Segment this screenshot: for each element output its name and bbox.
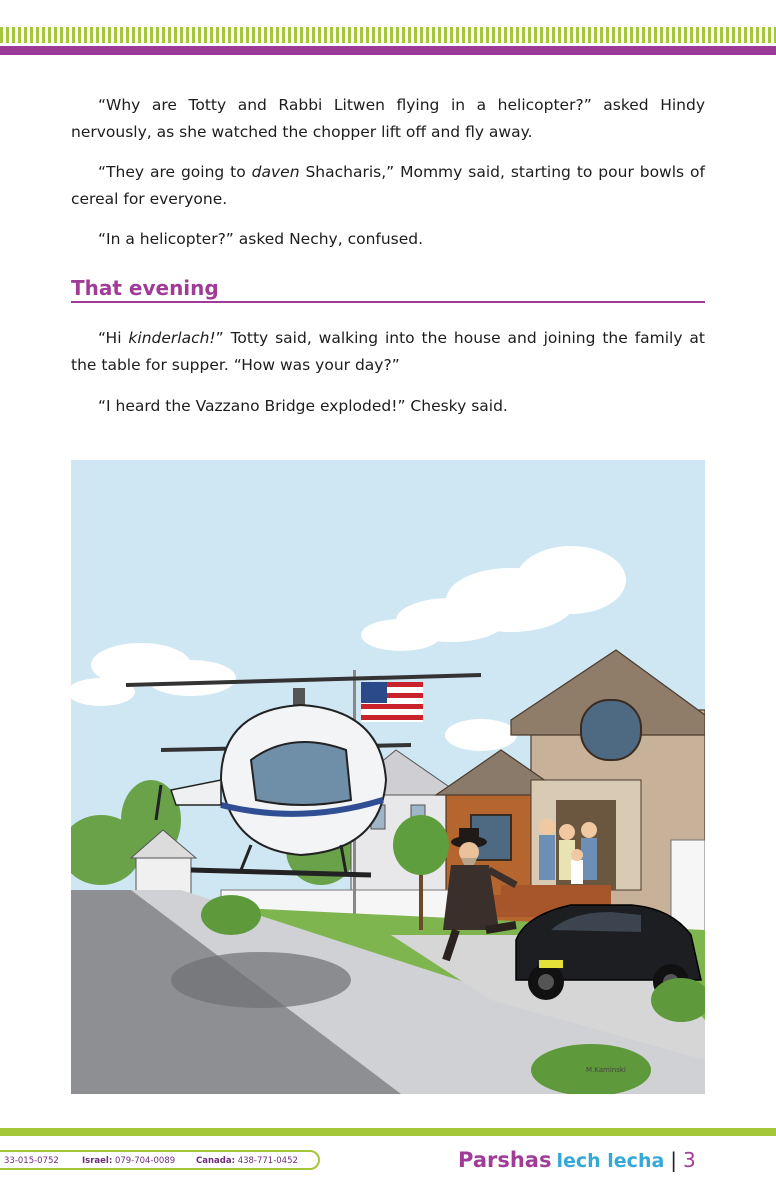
section-heading: That evening [71,276,219,300]
section-heading-rule [71,301,705,303]
paragraph-1-text: “Why are Totty and Rabbi Litwen flying in a helicopter?” asked Hindy nervously, as she watched the chopper lift off and fly away. [71,96,705,141]
canada-phone: 438-771-0452 [237,1156,298,1166]
paragraph-4-italic: kinderlach! [128,329,216,347]
canada-phone-group [196,1153,298,1169]
footer-brand [458,1145,696,1175]
illustration-signature: M.Kaminski [586,1066,626,1074]
paragraph-2-italic: daven [251,163,300,181]
top-purple-rule [0,46,776,55]
american-flag [361,682,423,722]
paragraph-2 [71,159,705,213]
brand-lech-lecha: lech lecha [556,1150,665,1172]
paragraph-4 [71,325,705,379]
phone-us: 33-015-0752 [4,1156,59,1166]
paragraph-2-text-b: Shacharis,” Mommy said, starting to pour bowls of cereal for everyone. [71,163,705,208]
paragraph-1 [71,92,705,146]
israel-phone: 079-704-0089 [114,1156,176,1166]
paragraph-2-text-a: “They are going to [98,163,252,181]
israel-phone-group [82,1153,175,1169]
brand-separator: | [670,1148,678,1172]
contact-box [0,1150,320,1170]
paragraph-5-text: “I heard the Vazzano Bridge exploded!” Chesky said. [98,397,508,415]
israel-label: Israel: [82,1156,113,1166]
top-decorative-ticks [0,27,776,43]
brand-parshas: Parshas [458,1148,552,1172]
canada-label: Canada: [196,1156,235,1166]
bottom-green-rule [0,1128,776,1136]
story-illustration [71,460,705,1094]
paragraph-4-text-a: “Hi [98,329,129,347]
paragraph-3-text: “In a helicopter?” asked Nechy, confused. [98,230,424,248]
page-number: 3 [683,1148,696,1172]
paragraph-3 [71,226,705,253]
paragraph-5 [71,393,705,420]
paragraph-4-text-b: ” Totty said, walking into the house and joining the family at the table for supper. “How was your day?” [71,329,705,374]
helicopter-shadow [171,952,351,1008]
illustration-scene [71,460,705,1094]
family-on-porch [539,819,597,884]
